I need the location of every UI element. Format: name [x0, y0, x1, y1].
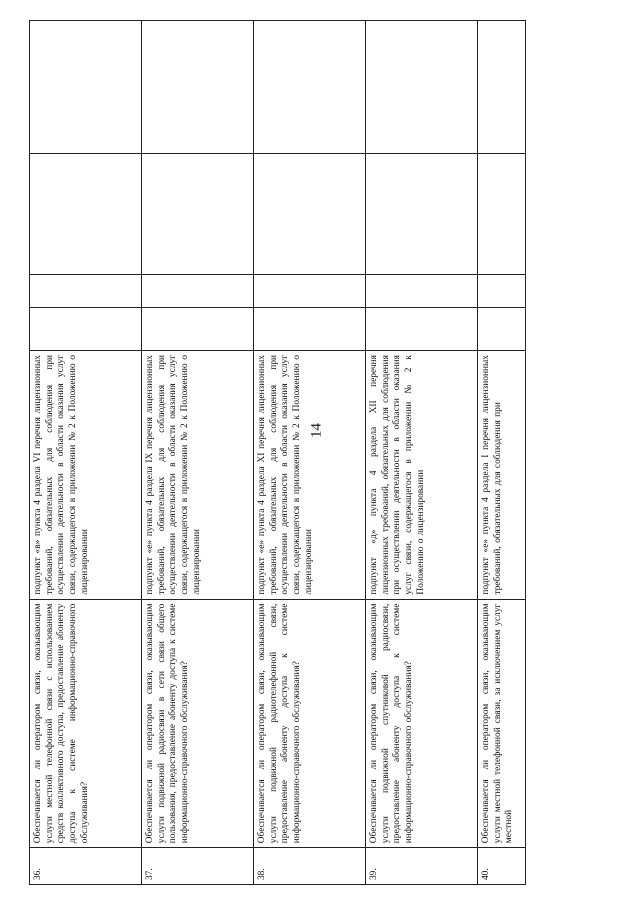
row-reference: подпункт «е» пункта 4 раздела XI перечня лицензионных требований, обязательных для соблюдения при осуществлении деятельности в области оказания услуг связи, содержащегося в приложении № 2 к Положению о лицензировании [254, 351, 366, 600]
empty-cell [478, 153, 526, 275]
row-question: Обеспечивается ли оператором связи, оказывающим услуги местной телефонной связи с использованием средств коллективного доступа, предоставление абоненту доступа к системе информационно-справочного обслуживания? [30, 599, 142, 848]
row-question: Обеспечивается ли оператором связи, оказывающим услуги подвижной спутниковой радиосвязи, предоставление абоненту доступа к системе информационно-справочного обслуживания? [366, 599, 478, 848]
table-row [366, 21, 478, 885]
table-row [142, 21, 254, 885]
table-row [30, 21, 142, 885]
row-question: Обеспечивается ли оператором связи, оказывающим услуги местной телефонной связи, за исключением услуг местной [478, 599, 526, 848]
empty-cell [366, 307, 478, 350]
empty-cell [254, 307, 366, 350]
row-reference: подпункт «е» пункта 4 раздела I перечня лицензионных требований, обязательных для соблюдения при [478, 351, 526, 600]
empty-cell [254, 153, 366, 275]
row-number: 38. [254, 848, 366, 885]
page-number: 14 [308, 423, 325, 438]
row-number: 36. [30, 848, 142, 885]
row-reference: подпункт «д» пункта 4 раздела XII перечня лицензионных требований, обязательных для соблюдения при осуществлении деятельности в области оказания услуг связи, содержащегося в приложении № 2 к Положению о лицензировании [366, 351, 478, 600]
empty-cell [142, 153, 254, 275]
empty-cell [30, 153, 142, 275]
empty-cell [478, 21, 526, 154]
empty-cell [30, 307, 142, 350]
empty-cell [254, 21, 366, 154]
empty-cell [142, 307, 254, 350]
rotated-table-wrapper [29, 20, 611, 885]
row-number: 40. [478, 848, 526, 885]
empty-cell [478, 307, 526, 350]
requirements-table [29, 20, 526, 885]
row-reference: подпункт «в» пункта 4 раздела VI перечня лицензионных требований, обязательных для соблюдения при осуществлении деятельности в области оказания услуг связи, содержащегося в приложении № 2 к Положению о лицензировании [30, 351, 142, 600]
empty-cell [366, 275, 478, 307]
empty-cell [142, 275, 254, 307]
row-question: Обеспечивается ли оператором связи, оказывающим услуги подвижной радиотелефонной связи, предоставление абоненту доступа к системе информационно-справочного обслуживания? [254, 599, 366, 848]
row-question: Обеспечивается ли оператором связи, оказывающим услуги подвижной радиосвязи в сети связи общего пользования, предоставление абоненту доступа к системе информационно-справочного обслуживания? [142, 599, 254, 848]
empty-cell [366, 21, 478, 154]
empty-cell [142, 21, 254, 154]
row-number: 37. [142, 848, 254, 885]
row-number: 39. [366, 848, 478, 885]
empty-cell [30, 275, 142, 307]
empty-cell [366, 153, 478, 275]
empty-cell [478, 275, 526, 307]
row-reference: подпункт «е» пункта 4 раздела IX перечня лицензионных требований, обязательных для соблюдения при осуществлении деятельности в области оказания услуг связи, содержащегося в приложении № 2 к Положению о лицензировании [142, 351, 254, 600]
empty-cell [30, 21, 142, 154]
empty-cell [254, 275, 366, 307]
table-row [478, 21, 526, 885]
table-row [254, 21, 366, 885]
